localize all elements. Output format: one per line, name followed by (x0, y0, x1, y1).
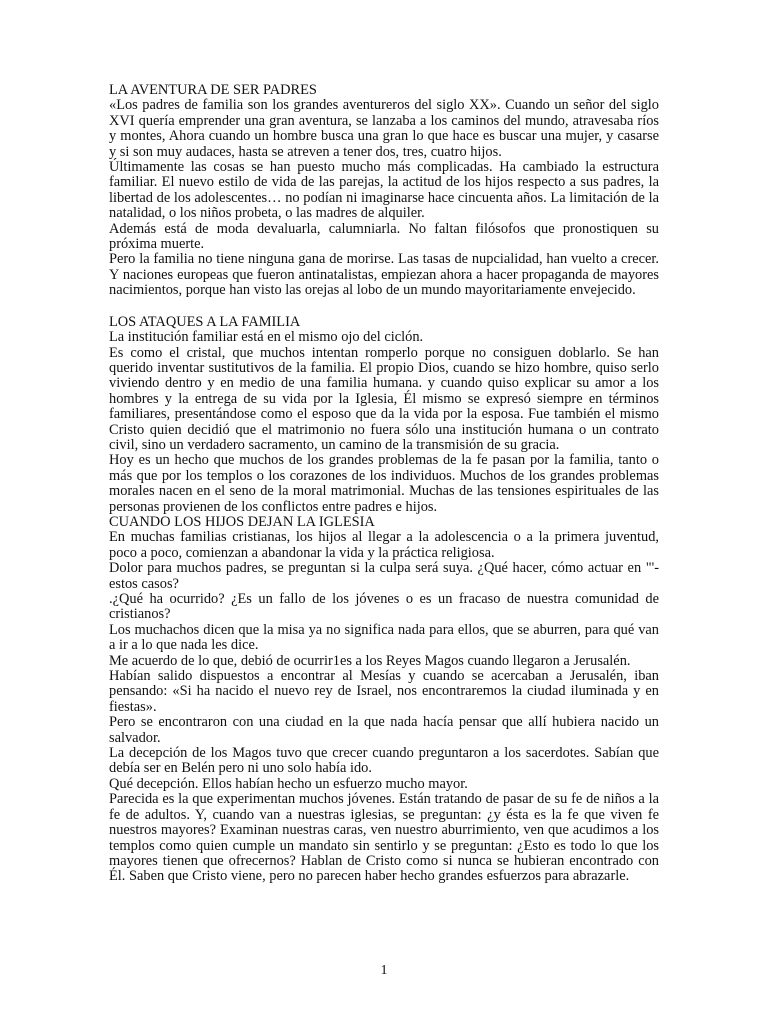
paragraph: Parecida es la que experimentan muchos jóvenes. Están tratando de pasar de su fe de niños a la fe de adultos. Y, cuando van a nuestras iglesias, se preguntan: ¿y ésta es la fe que viven fe nuestros mayores? Examinan nuestras caras, ven nuestro aburrimiento, ven que acudimos a los templos como quien cumple un mandato sin sentirlo y se preguntan: ¿Esto es todo lo que los mayores tienen que ofrecernos? Hablan de Cristo como si nunca se hubieran encontrado con Él. Saben que Cristo viene, pero no parecen haber hecho grandes esfuerzos para abrazarle. (109, 791, 659, 885)
paragraph: Hoy es un hecho que muchos de los grandes problemas de la fe pasan por la familia, tanto o más que por los templos o los corazones de los individuos. Muchos de los grandes problemas morales nacen en el seno de la moral matrimonial. Muchas de las tensiones espirituales de las personas provienen de los conflictos entre padres e hijos. (109, 452, 659, 515)
paragraph: Habían salido dispuestos a encontrar al Mesías y cuando se acercaban a Jerusalén, iban pensando: «Si ha nacido el nuevo rey de Israel, nos encontraremos la ciudad iluminada y en fiestas». (109, 668, 659, 715)
paragraph: .¿Qué ha ocurrido? ¿Es un fallo de los jóvenes o es un fracaso de nuestra comunidad de cristianos? (109, 591, 659, 623)
paragraph: Últimamente las cosas se han puesto mucho más complicadas. Ha cambiado la estructura familiar. El nuevo estilo de vida de las parejas, la actitud de los hijos respecto a sus padres, la libertad de los adolescentes… no podían ni imaginarse hace cincuenta años. La limitación de la natalidad, o los niños probeta, o las madres de alquiler. (109, 159, 659, 222)
section-title: LA AVENTURA DE SER PADRES (109, 82, 317, 98)
paragraph: Además está de moda devaluarla, calumniarla. No faltan filósofos que pronostiquen su próxima muerte. (109, 220, 659, 253)
paragraph: «Los padres de familia son los grandes aventureros del siglo XX». Cuando un señor del siglo XVI quería emprender una gran aventura, se lanzaba a los caminos del mundo, atravesaba ríos y montes, Ahora cuando un hombre busca una gran lo que hace es buscar una mujer, y casarse y si son muy audaces, hasta se atreven a tener dos, tres, cuatro hijos. (109, 97, 659, 160)
paragraph: Pero la familia no tiene ninguna gana de morirse. Las tasas de nupcialidad, han vuelto a crecer. Y naciones europeas que fueron antinatalistas, empiezan ahora a hacer propaganda de mayores nacimientos, porque han visto las orejas al lobo de un mundo mayoritariamente envejecido. (109, 251, 659, 299)
section-title: LOS ATAQUES A LA FAMILIA (109, 313, 301, 330)
document-page (109, 83, 659, 885)
paragraph: Los muchachos dicen que la misa ya no significa nada para ellos, que se aburren, para qué van a ir a lo que nada les dice. (109, 621, 659, 654)
paragraph: Qué decepción. Ellos habían hecho un esfuerzo mucho mayor. (109, 775, 468, 792)
paragraph: Dolor para muchos padres, se preguntan si la culpa será suya. ¿Qué hacer, cómo actuar en "'-estos casos? (109, 560, 659, 592)
page-number: 1 (380, 963, 388, 978)
paragraph: Pero se encontraron con una ciudad en la que nada hacía pensar que allí hubiera nacido un salvador. (109, 714, 659, 746)
section-hijos (109, 515, 659, 885)
section-ataques (109, 315, 659, 515)
section-aventura (109, 83, 659, 299)
paragraph: Me acuerdo de lo que, debió de ocurrir1es a los Reyes Magos cuando llegaron a Jerusalén. (109, 652, 631, 669)
paragraph: En muchas familias cristianas, los hijos al llegar a la adolescencia o a la primera juventud, poco a poco, comienzan a abandonar la vida y la práctica religiosa. (109, 529, 659, 561)
paragraph: La institución familiar está en el mismo ojo del ciclón. (109, 329, 424, 346)
section-title: CUANDO LOS HIJOS DEJAN LA IGLESIA (109, 513, 375, 530)
paragraph: Es como el cristal, que muchos intentan romperlo porque no consiguen doblarlo. Se han querido inventar sustitutivos de la familia. El propio Dios, cuando se hizo hombre, quiso serlo viviendo dentro y en medio de una familia humana. y cuando quiso explicar su amor a los hombres y la entrega de su vida por la Iglesia, Él mismo se expresó siempre en términos familiares, presentándose como el esposo que da la vida por la esposa. Fue también el mismo Cristo quien decidió que el matrimonio no fuera sólo una institución humana o un contrato civil, sino un verdadero sacramento, un camino de la transmisión de su gracia. (109, 344, 659, 453)
section-spacer (109, 299, 659, 315)
paragraph: La decepción de los Magos tuvo que crecer cuando preguntaron a los sacerdotes. Sabían que debía ser en Belén pero ni uno solo había ido. (109, 745, 659, 777)
